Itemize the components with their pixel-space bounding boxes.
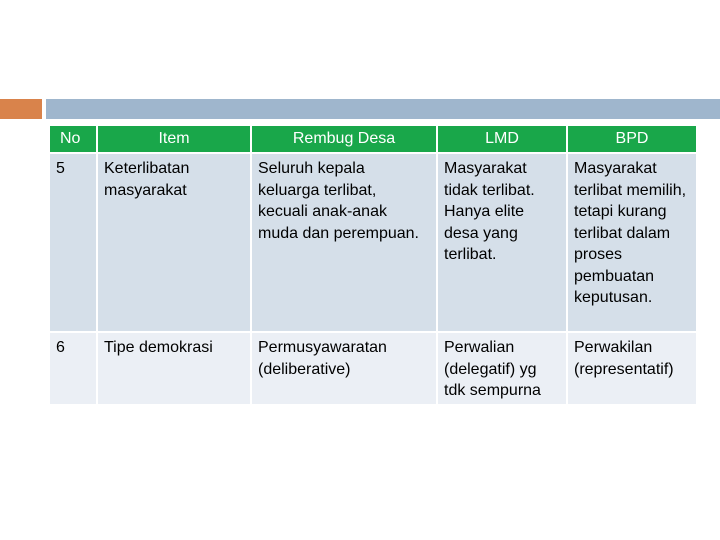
accent-bar-blue <box>46 99 720 119</box>
header-item: Item <box>98 126 250 154</box>
cell-lmd: Masyarakat tidak terlibat. Hanya elite desa yang terlibat. <box>438 154 566 333</box>
cell-bpd: Perwakilan (representatif) <box>568 333 696 406</box>
cell-rembug-desa: Seluruh kepala keluarga terlibat, kecuali anak-anak muda dan perempuan. <box>252 154 436 333</box>
table-row <box>50 333 696 406</box>
cell-item: Tipe demokrasi <box>98 333 250 406</box>
header-rembug-desa: Rembug Desa <box>252 126 436 154</box>
cell-item: Keterlibatan masyarakat <box>98 154 250 333</box>
header-bpd: BPD <box>568 126 696 154</box>
header-lmd: LMD <box>438 126 566 154</box>
header-no: No <box>50 126 96 154</box>
cell-rembug-desa: Permusyawaratan (deliberative) <box>252 333 436 406</box>
cell-no: 5 <box>50 154 96 333</box>
comparison-table <box>48 126 698 406</box>
cell-lmd: Perwalian (delegatif) yg tdk sempurna <box>438 333 566 406</box>
table-row <box>50 154 696 333</box>
cell-no: 6 <box>50 333 96 406</box>
table-header-row <box>50 126 696 154</box>
cell-bpd: Masyarakat terlibat memilih, tetapi kurang terlibat dalam proses pembuatan keputusan. <box>568 154 696 333</box>
accent-bar-orange <box>0 99 42 119</box>
